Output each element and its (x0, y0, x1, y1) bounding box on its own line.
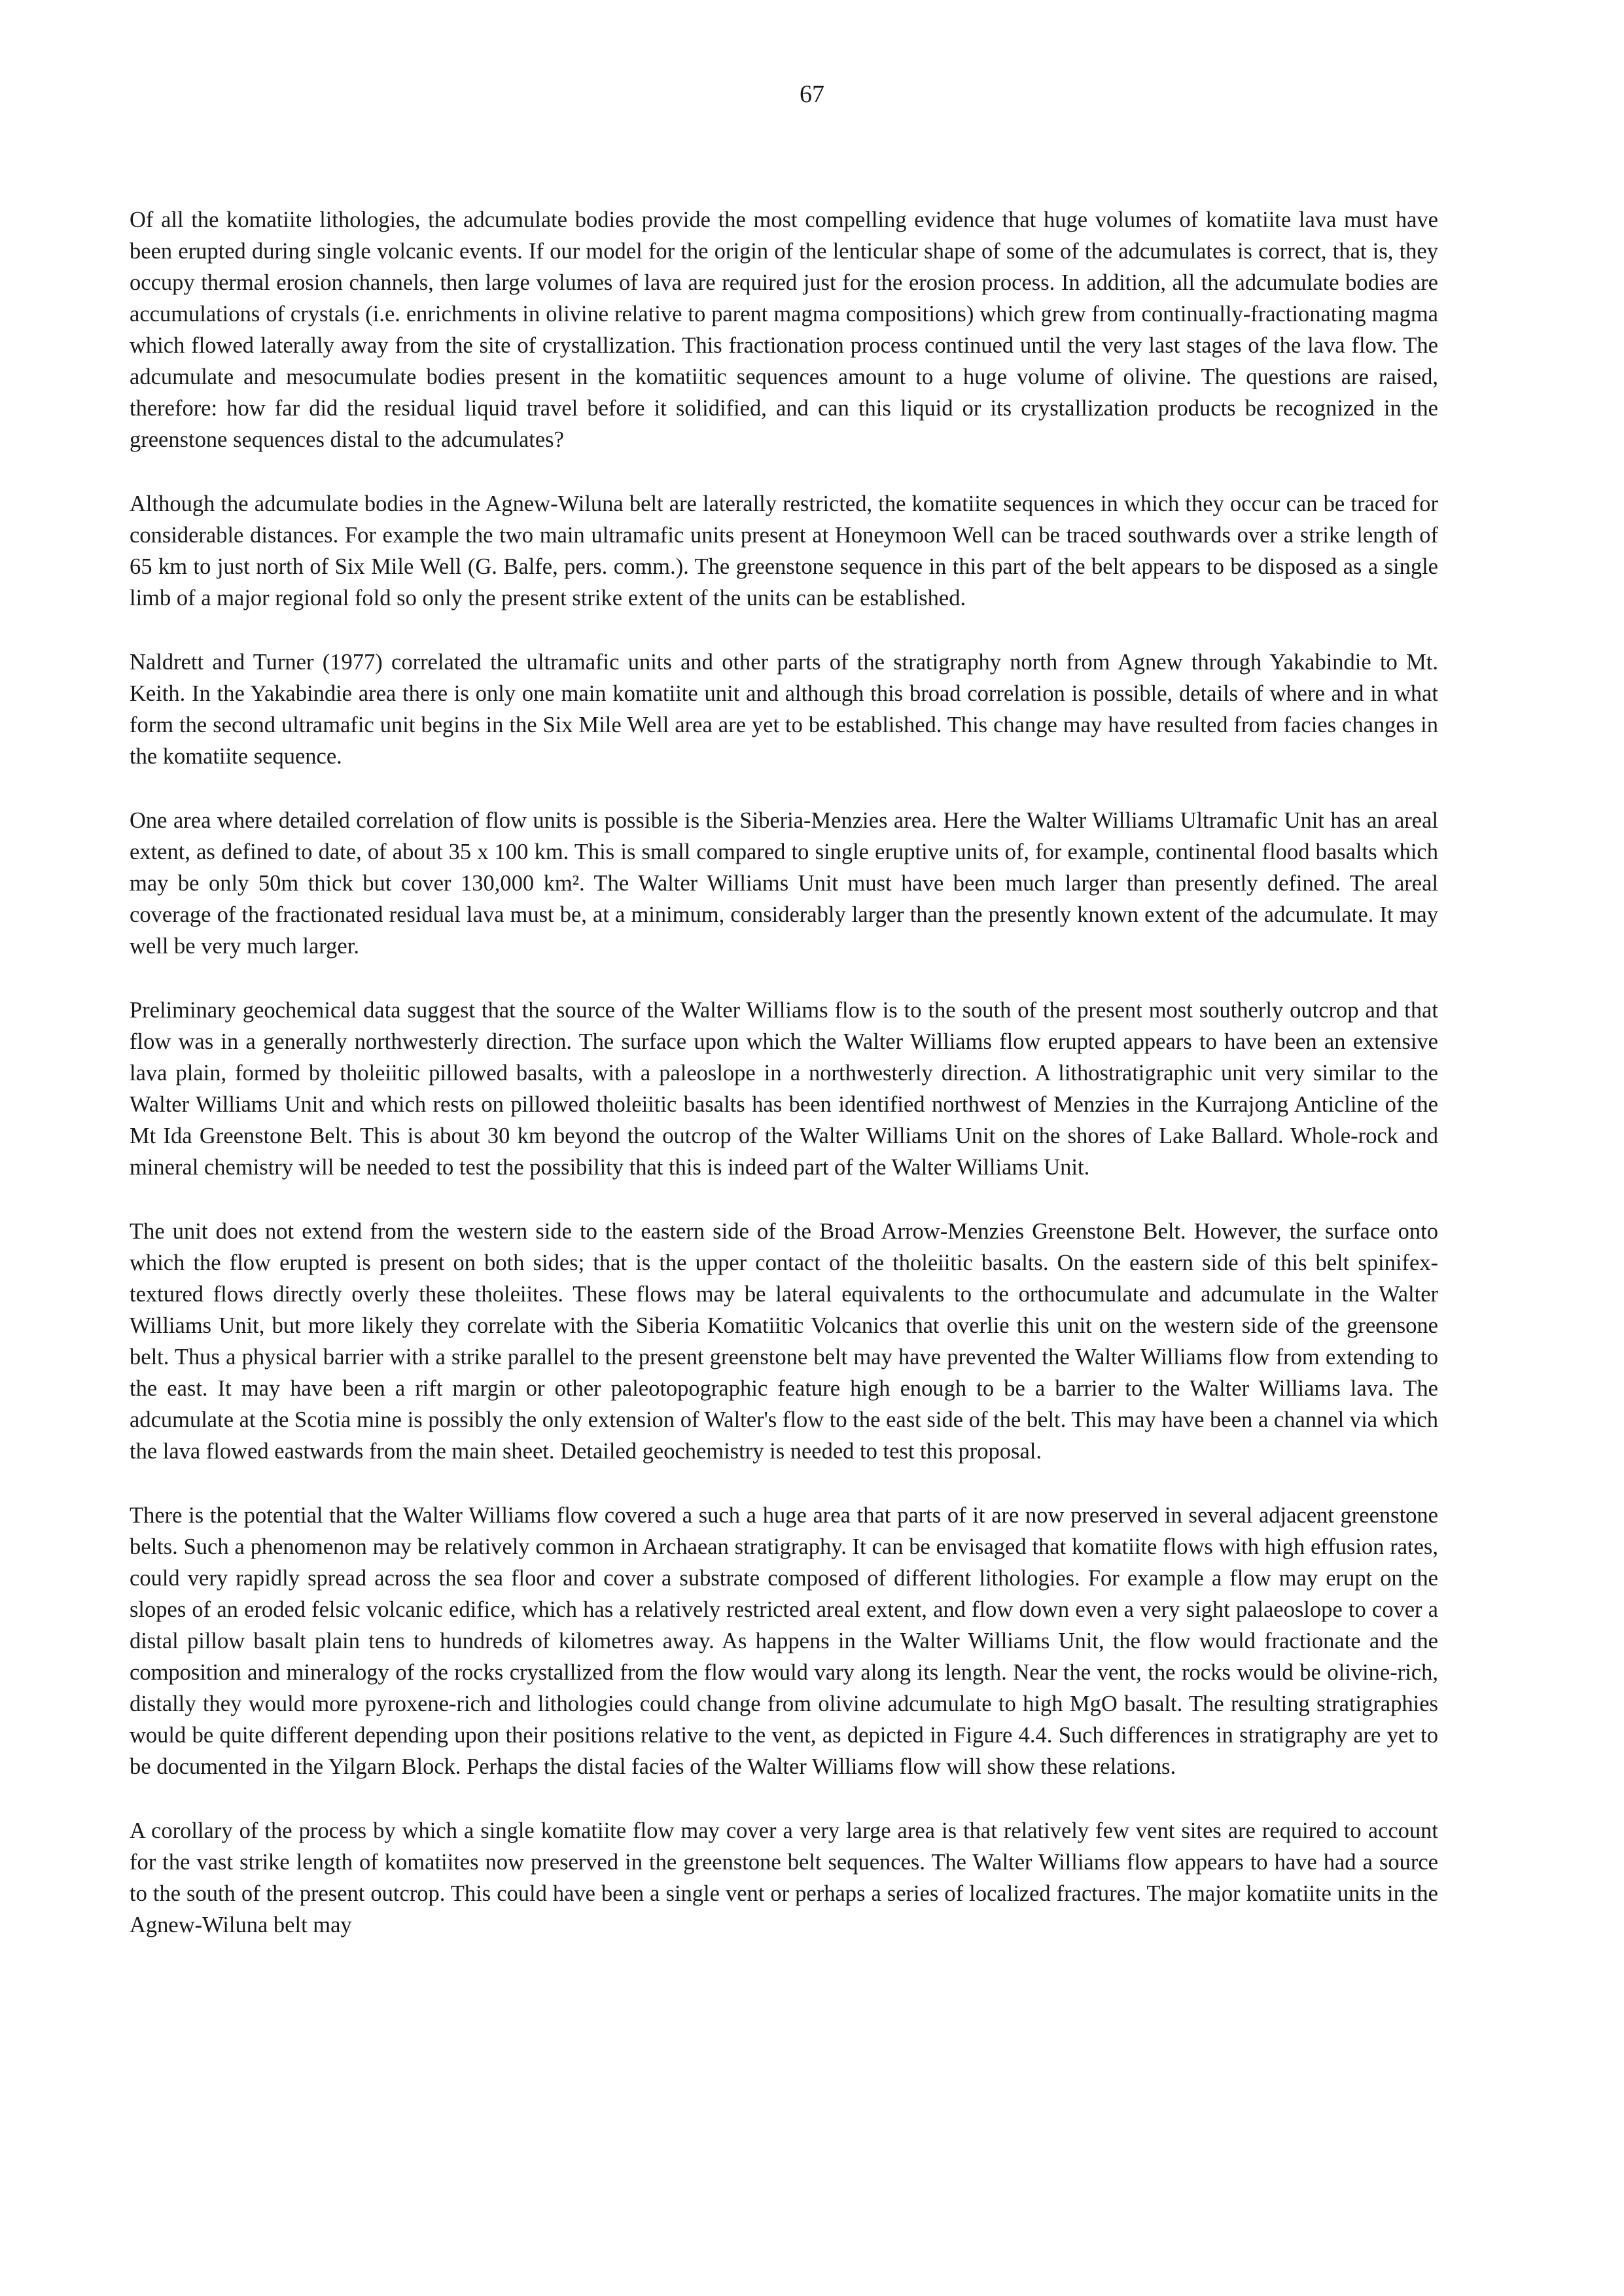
paragraph-geochemical-data: Preliminary geochemical data suggest that the source of the Walter Williams flow is to the south of the present most southerly outcrop and that flow was in a generally northwesterly direction. The surface upon which the Walter Williams flow erupted appears to have been an extensive lava plain, formed by tholeiitic pillowed basalts, with a paleoslope in a northwesterly direction. A lithostratigraphic unit very similar to the Walter Williams Unit and which rests on pillowed tholeiitic basalts has been identified northwest of Menzies in the Kurrajong Anticline of the Mt Ida Greenstone Belt. This is about 30 km beyond the outcrop of the Walter Williams Unit on the shores of Lake Ballard. Whole-rock and mineral chemistry will be needed to test the possibility that this is indeed part of the Walter Williams Unit. (130, 998, 1438, 1180)
paragraph-broad-arrow-menzies: The unit does not extend from the western side to the eastern side of the Broad Arrow-Menzies Greenstone Belt. However, the surface onto which the flow erupted is present on both sides; that is the upper contact of the tholeiitic basalts. On the eastern side of this belt spinifex-textured flows directly overly these tholeiites. These flows may be lateral equivalents to the orthocumulate and adcumulate in the Walter Williams Unit, but more likely they correlate with the Siberia Komatiitic Volcanics that overlie this unit on the western side of the greensone belt. Thus a physical barrier with a strike parallel to the present greenstone belt may have prevented the Walter Williams flow from extending to the east. It may have been a rift margin or other paleotopographic feature high enough to be a barrier to the Walter Williams lava. The adcumulate at the Scotia mine is possibly the only extension of Walter's flow to the east side of the belt. This may have been a channel via which the lava flowed eastwards from the main sheet. Detailed geochemistry is needed to test this proposal. (130, 1219, 1438, 1464)
paragraph-naldrett-turner: Naldrett and Turner (1977) correlated the ultramafic units and other parts of the stratigraphy north from Agnew through Yakabindie to Mt. Keith. In the Yakabindie area there is only one main komatiite unit and although this broad correlation is possible, details of where and in what form the second ultramafic unit begins in the Six Mile Well area are yet to be established. This change may have resulted from facies changes in the komatiite sequence. (130, 650, 1438, 769)
paragraph-adcumulate-evidence: Of all the komatiite lithologies, the adcumulate bodies provide the most compelling evidence that huge volumes of komatiite lava must have been erupted during single volcanic events. If our model for the origin of the lenticular shape of some of the adcumulates is correct, that is, they occupy thermal erosion channels, then large volumes of lava are required just for the erosion process. In addition, all the adcumulate bodies are accumulations of crystals (i.e. enrichments in olivine relative to parent magma compositions) which grew from continually-fractionating magma which flowed laterally away from the site of crystallization. This fractionation process continued until the very last stages of the lava flow. The adcumulate and mesocumulate bodies present in the komatiitic sequences amount to a huge volume of olivine. The questions are raised, therefore: how far did the residual liquid travel before it solidified, and can this liquid or its crystallization products be recognized in the greenstone sequences distal to the adcumulates? (130, 207, 1438, 452)
paragraph-adjacent-greenstone-belts: There is the potential that the Walter Williams flow covered a such a huge area that parts of it are now preserved in several adjacent greenstone belts. Such a phenomenon may be relatively common in Archaean stratigraphy. It can be envisaged that komatiite flows with high effusion rates, could very rapidly spread across the sea floor and cover a substrate composed of different lithologies. For example a flow may erupt on the slopes of an eroded felsic volcanic edifice, which has a relatively restricted areal extent, and flow down even a very sight palaeoslope to cover a distal pillow basalt plain tens to hundreds of kilometres away. As happens in the Walter Williams Unit, the flow would fractionate and the composition and mineralogy of the rocks crystallized from the flow would vary along its length. Near the vent, the rocks would be olivine-rich, distally they would more pyroxene-rich and lithologies could change from olivine adcumulate to high MgO basalt. The resulting stratigraphies would be quite different depending upon their positions relative to the vent, as depicted in Figure 4.4. Such differences in stratigraphy are yet to be documented in the Yilgarn Block. Perhaps the distal facies of the Walter Williams flow will show these relations. (130, 1503, 1438, 1779)
paragraph-siberia-menzies: One area where detailed correlation of flow units is possible is the Siberia-Menzies area. Here the Walter Williams Ultramafic Unit has an areal extent, as defined to date, of about 35 x 100 km. This is small compared to single eruptive units of, for example, continental flood basalts which may be only 50m thick but cover 130,000 km². The Walter Williams Unit must have been much larger than presently defined. The areal coverage of the fractionated residual lava must be, at a minimum, considerably larger than the presently known extent of the adcumulate. It may well be very much larger. (130, 808, 1438, 959)
paragraph-agnew-wiluna-belt: Although the adcumulate bodies in the Agnew-Wiluna belt are laterally restricted, the komatiite sequences in which they occur can be traced for considerable distances. For example the two main ultramafic units present at Honeymoon Well can be traced southwards over a strike length of 65 km to just north of Six Mile Well (G. Balfe, pers. comm.). The greenstone sequence in this part of the belt appears to be disposed as a single limb of a major regional fold so only the present strike extent of the units can be established. (130, 491, 1438, 610)
body-text (130, 204, 1438, 1973)
paragraph-vent-sites: A corollary of the process by which a single komatiite flow may cover a very large area is that relatively few vent sites are required to account for the vast strike length of komatiites now preserved in the greenstone belt sequences. The Walter Williams flow appears to have had a source to the south of the present outcrop. This could have been a single vent or perhaps a series of localized fractures. The major komatiite units in the Agnew-Wiluna belt may (130, 1818, 1438, 1937)
page-number: 67 (800, 80, 824, 108)
